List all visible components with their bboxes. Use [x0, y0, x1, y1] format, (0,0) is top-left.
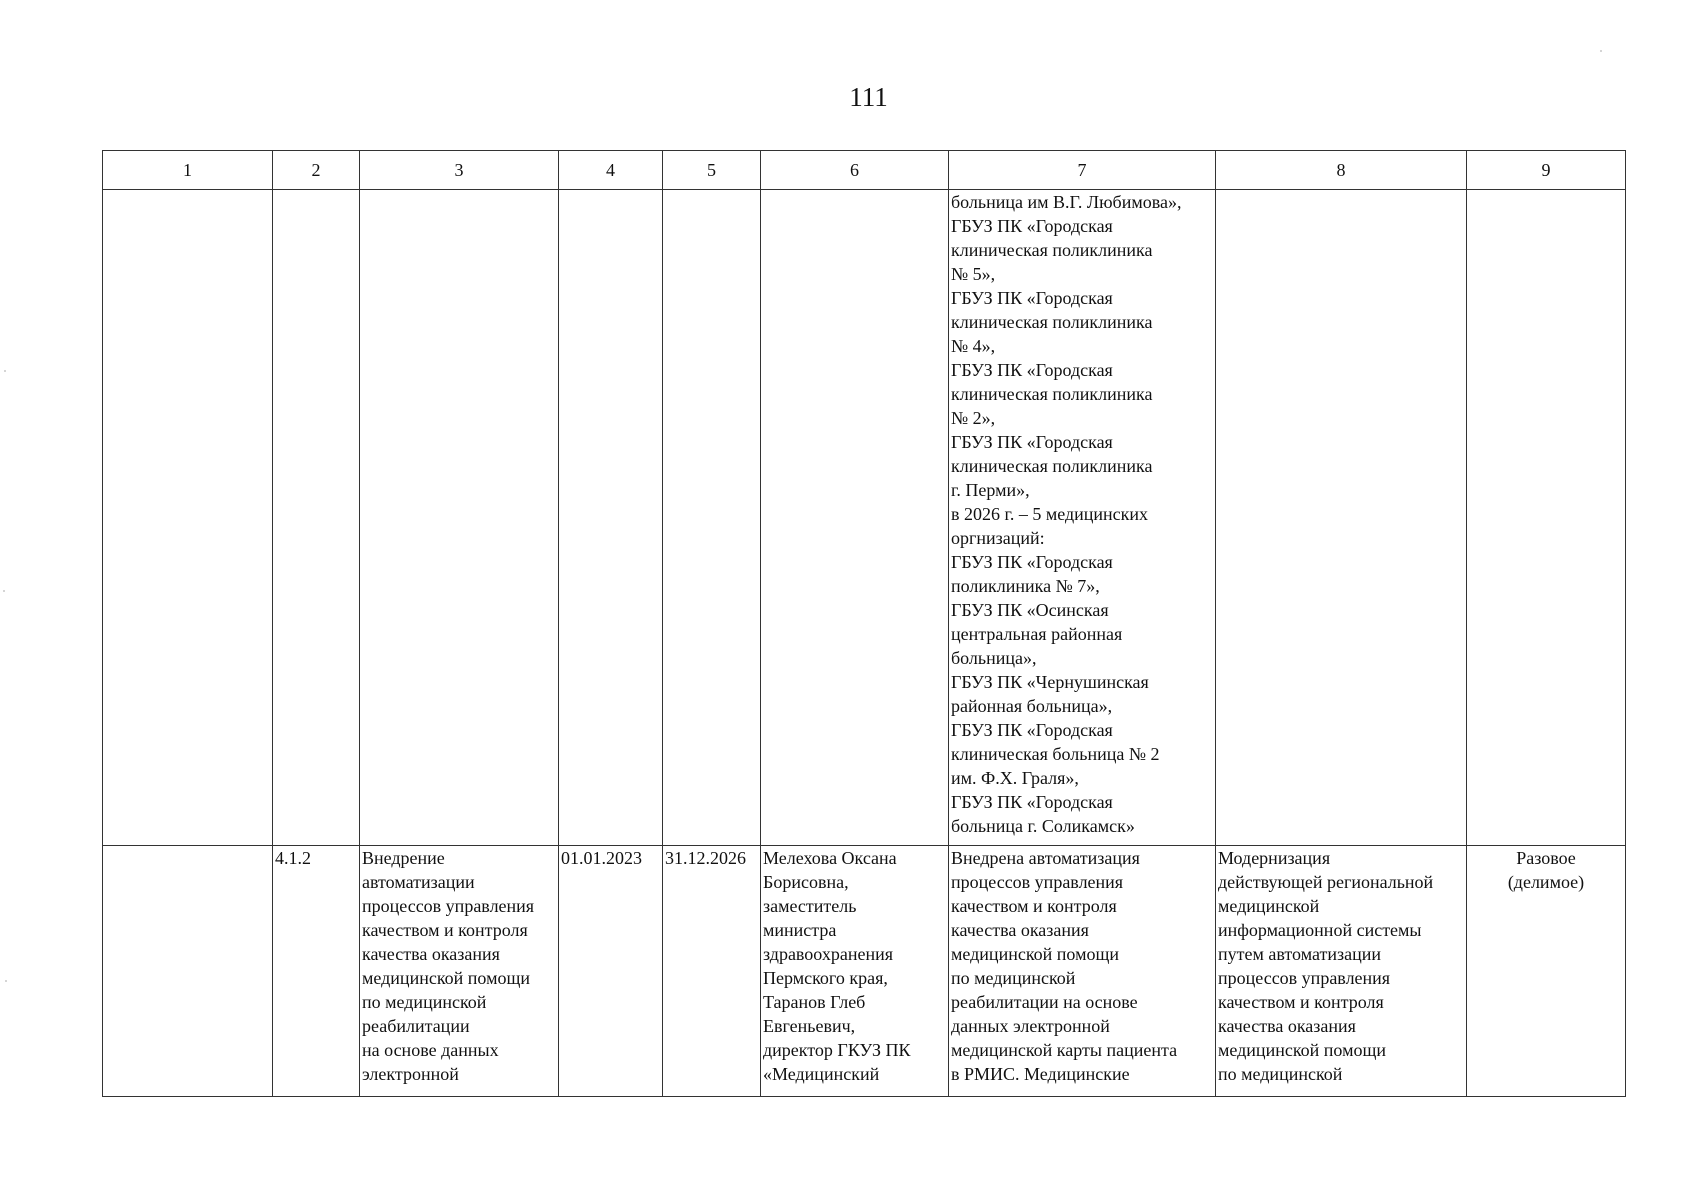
- document-table: [102, 150, 1626, 1097]
- scan-speck: [1600, 50, 1602, 52]
- cell-item-number: 4.1.2: [273, 846, 360, 1097]
- header-col-6: 6: [761, 151, 949, 190]
- header-col-8: 8: [1216, 151, 1467, 190]
- header-col-7: 7: [949, 151, 1216, 190]
- header-col-3: 3: [360, 151, 559, 190]
- table-row-4-1-2: [103, 846, 1626, 1097]
- header-row: [103, 151, 1626, 190]
- scan-speck: [4, 370, 6, 372]
- scan-speck: [3, 590, 5, 592]
- table-row-continuation: [103, 190, 1626, 846]
- cell-responsible: Мелехова Оксана Борисовна, заместитель министра здравоохранения Пермского края, Таранов Глеб Евгеньевич, директор ГКУЗ ПК «Медицинский: [761, 846, 949, 1097]
- cell-empty: [663, 190, 761, 846]
- cell-type: Разовое (делимое): [1467, 846, 1626, 1097]
- header-col-4: 4: [559, 151, 663, 190]
- cell-result: Внедрена автоматизация процессов управления качеством и контроля качества оказания медицинской помощи по медицинской реабилитации на основе данных электронной медицинской карты пациента в РМИС. Медицинские: [949, 846, 1216, 1097]
- cell-end-date: 31.12.2026: [663, 846, 761, 1097]
- header-col-2: 2: [273, 151, 360, 190]
- cell-measure-name: Внедрение автоматизации процессов управления качеством и контроля качества оказания медицинской помощи по медицинской реабилитации на основе данных электронной: [360, 846, 559, 1097]
- scan-speck: [5, 980, 7, 982]
- page-number: 111: [849, 82, 888, 112]
- cell-empty: [559, 190, 663, 846]
- cell-empty: [360, 190, 559, 846]
- cell-description: Модернизация действующей региональной медицинской информационной системы путем автоматизации процессов управления качеством и контроля качества оказания медицинской помощи по медицинской: [1216, 846, 1467, 1097]
- header-col-9: 9: [1467, 151, 1626, 190]
- cell-empty: [103, 190, 273, 846]
- cell-start-date: 01.01.2023: [559, 846, 663, 1097]
- header-col-1: 1: [103, 151, 273, 190]
- cell-empty: [1467, 190, 1626, 846]
- cell-empty: [103, 846, 273, 1097]
- cell-empty: [761, 190, 949, 846]
- cell-empty: [1216, 190, 1467, 846]
- cell-empty: [273, 190, 360, 846]
- header-col-5: 5: [663, 151, 761, 190]
- cell-organizations-list: больница им В.Г. Любимова», ГБУЗ ПК «Городская клиническая поликлиника № 5», ГБУЗ ПК «Городская клиническая поликлиника № 4», ГБУЗ ПК «Городская клиническая поликлиника № 2», ГБУЗ ПК «Городская клиническая поликлиника г. Перми», в 2026 г. – 5 медицинских оргнизаций: ГБУЗ ПК «Городская поликлиника № 7», ГБУЗ ПК «Осинская центральная районная больница», ГБУЗ ПК «Чернушинская районная больница», ГБУЗ ПК «Городская клиническая больница № 2 им. Ф.Х. Граля», ГБУЗ ПК «Городская больница г. Соликамск»: [949, 190, 1216, 846]
